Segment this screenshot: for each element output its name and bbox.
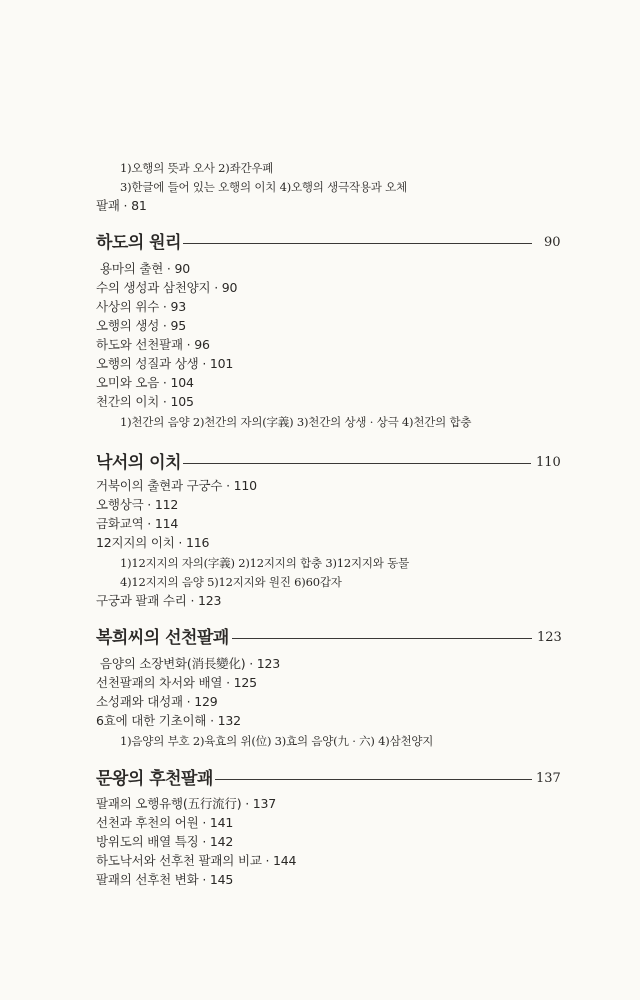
toc-entry: 팔괘 · 81: [96, 198, 147, 213]
section-rule: [183, 243, 532, 244]
toc-entry: 선천팔괘의 차서와 배열 · 125: [96, 675, 257, 690]
section-rule: [215, 779, 532, 780]
toc-subtopics-line: 1)천간의 음양 2)천간의 자의(字義) 3)천간의 상생 · 상극 4)천간의 합충: [120, 415, 472, 429]
toc-subtopics-line: 1)음양의 부호 2)육효의 위(位) 3)효의 음양(九 · 六) 4)삼천양지: [120, 734, 434, 748]
section-page-number: 110: [536, 455, 561, 470]
toc-entry: 천간의 이치 · 105: [96, 394, 194, 409]
toc-subtopics-line: 1)12지지의 자의(字義) 2)12지지의 합충 3)12지지와 동물: [120, 556, 409, 570]
toc-entry: 팔괘의 선후천 변화 · 145: [96, 872, 234, 887]
toc-subtopics-line: 3)한글에 들어 있는 오행의 이치 4)오행의 생극작용과 오체: [120, 180, 407, 194]
toc-entry: 금화교역 · 114: [96, 516, 179, 531]
toc-entry: 사상의 위수 · 93: [96, 299, 186, 314]
toc-entry: 오행의 생성 · 95: [96, 318, 186, 333]
toc-entry: 거북이의 출현과 구궁수 · 110: [96, 478, 257, 493]
toc-entry: 방위도의 배열 특징 · 142: [96, 834, 234, 849]
toc-subtopics-line: 4)12지지의 음양 5)12지지와 원진 6)60갑자: [120, 575, 342, 589]
toc-entry: 음양의 소장변화(消長變化) · 123: [100, 656, 281, 671]
section-title: 복희씨의 선천팔괘: [96, 628, 229, 648]
toc-entry: 6효에 대한 기초이해 · 132: [96, 713, 241, 728]
section-page-number: 123: [537, 630, 562, 645]
toc-entry: 수의 생성과 삼천양지 · 90: [96, 280, 238, 295]
toc-entry: 팔괘의 오행유행(五行流行) · 137: [96, 796, 277, 811]
toc-entry: 하도와 선천팔괘 · 96: [96, 337, 210, 352]
toc-entry: 오행의 성질과 상생 · 101: [96, 356, 234, 371]
toc-entry: 12지지의 이치 · 116: [96, 535, 210, 550]
section-title: 문왕의 후천팔괘: [96, 769, 213, 789]
section-title: 낙서의 이치: [96, 453, 182, 473]
toc-entry: 용마의 출현 · 90: [100, 261, 190, 276]
toc-entry: 구궁과 팔괘 수리 · 123: [96, 593, 222, 608]
toc-entry: 선천과 후천의 어원 · 141: [96, 815, 234, 830]
section-rule: [232, 638, 532, 639]
toc-entry: 오미와 오음 · 104: [96, 375, 194, 390]
section-rule: [183, 463, 531, 464]
section-title: 하도의 원리: [96, 233, 182, 253]
toc-subtopics-line: 1)오행의 뜻과 오사 2)좌간우폐: [120, 161, 274, 175]
toc-entry: 소성괘와 대성괘 · 129: [96, 694, 218, 709]
toc-entry: 오행상극 · 112: [96, 497, 179, 512]
toc-entry: 하도낙서와 선후천 팔괘의 비교 · 144: [96, 853, 297, 868]
section-page-number: 137: [536, 771, 561, 786]
section-page-number: 90: [544, 235, 561, 250]
